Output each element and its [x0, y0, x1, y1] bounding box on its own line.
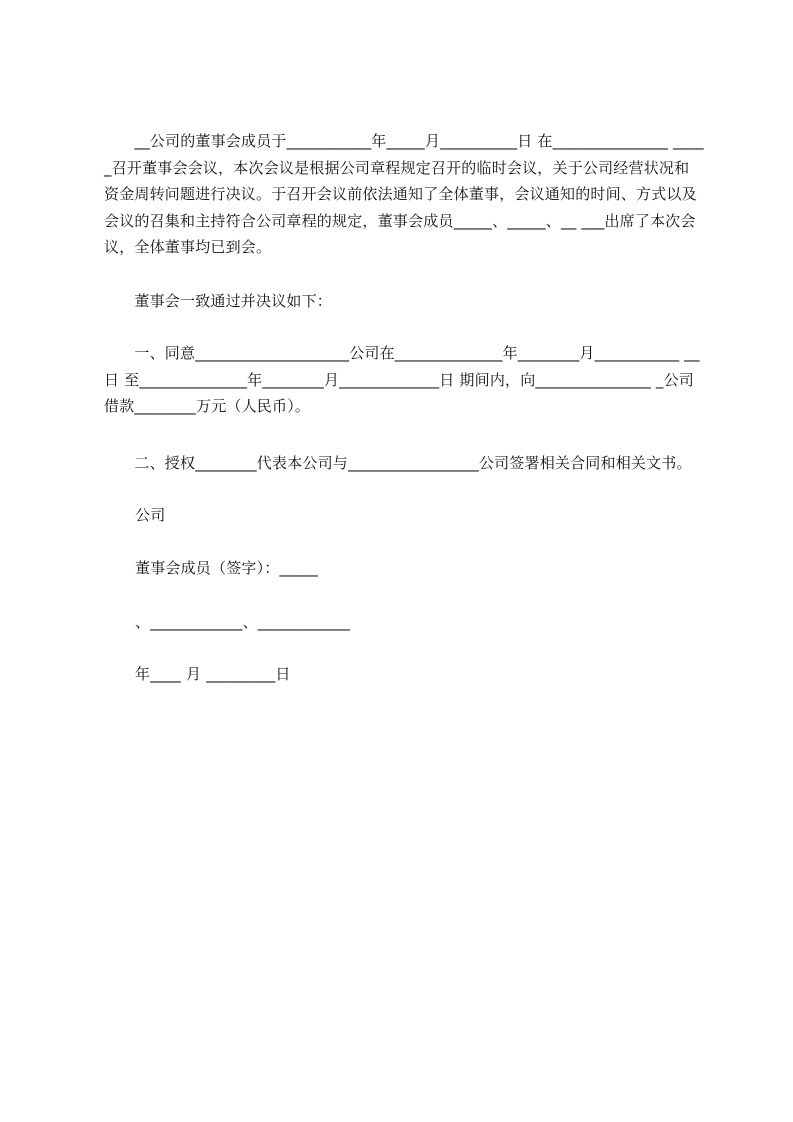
- resolution-item-one: 一、同意____________________公司在______________年________月___________ __日 至______________年________月_____________日 期间内，向_______________ _公司借款________万元（人民币）。: [104, 344, 700, 415]
- resolution-intro: 董事会一致通过并决议如下：: [104, 292, 333, 310]
- board-members-signature-lines: 、____________、____________: [135, 613, 351, 631]
- signature-date-line: 年____ 月 _________日: [135, 665, 291, 683]
- company-label: 公司: [135, 506, 166, 524]
- board-members-signature-label: 董事会成员（签字）：_____: [135, 559, 319, 577]
- meeting-paragraph: __公司的董事会成员于___________年_____月__________日 在_______________ _____召开董事会会议，本次会议是根据公司章程规定召开的临时会议，关于公司经营状况和资金周转问题进行决议。于召开会议前依法通知了全体董事，会议通知的时间、方式以及会议的召集和主持符合公司章程的规定，董事会成员_____、_____、__ ___出席了本次会议，全体董事均已到会。: [104, 132, 704, 256]
- resolution-item-two: 二、授权________代表本公司与_________________公司签署相关合同和相关文书。: [104, 454, 692, 472]
